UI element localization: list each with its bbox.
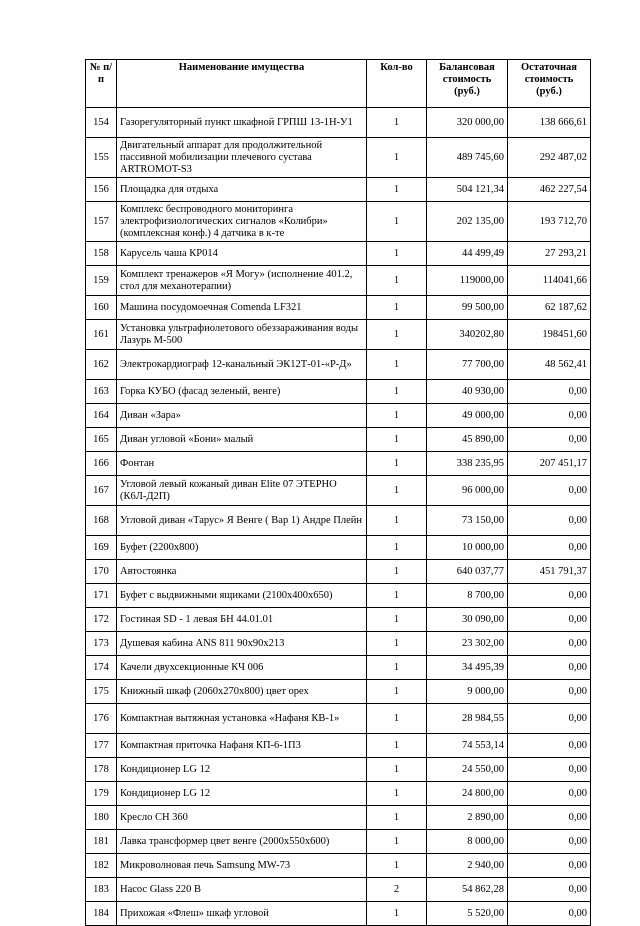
cell-name: Душевая кабина ANS 811 90х90х213 <box>117 632 367 656</box>
cell-num: 165 <box>86 428 117 452</box>
table-row <box>86 854 591 878</box>
cell-name: Комплекс беспроводного мониторинга электрофизиологических сигналов «Колибри» (комплексная конф.) 4 датчика в к-те <box>117 202 367 242</box>
cell-num: 180 <box>86 806 117 830</box>
cell-num: 162 <box>86 350 117 380</box>
cell-num: 155 <box>86 138 117 178</box>
cell-residual: 0,00 <box>508 758 591 782</box>
property-table <box>85 59 591 926</box>
cell-name: Компактная приточка Нафаня КП-6-1П3 <box>117 734 367 758</box>
cell-num: 169 <box>86 536 117 560</box>
cell-num: 184 <box>86 902 117 926</box>
cell-qty: 1 <box>367 202 427 242</box>
cell-num: 182 <box>86 854 117 878</box>
table-row <box>86 404 591 428</box>
cell-residual: 0,00 <box>508 854 591 878</box>
cell-num: 175 <box>86 680 117 704</box>
cell-num: 174 <box>86 656 117 680</box>
cell-name: Буфет с выдвижными ящиками (2100х400х650) <box>117 584 367 608</box>
cell-num: 168 <box>86 506 117 536</box>
header-num: № п/п <box>86 60 117 108</box>
cell-qty: 1 <box>367 242 427 266</box>
cell-name: Газорегуляторный пункт шкафной ГРПШ 13-1Н-У1 <box>117 108 367 138</box>
cell-balance: 74 553,14 <box>427 734 508 758</box>
cell-num: 163 <box>86 380 117 404</box>
cell-name: Фонтан <box>117 452 367 476</box>
cell-residual: 198451,60 <box>508 320 591 350</box>
cell-balance: 10 000,00 <box>427 536 508 560</box>
cell-qty: 1 <box>367 404 427 428</box>
cell-num: 160 <box>86 296 117 320</box>
table-row <box>86 296 591 320</box>
cell-balance: 504 121,34 <box>427 178 508 202</box>
cell-residual: 0,00 <box>508 902 591 926</box>
cell-num: 159 <box>86 266 117 296</box>
cell-qty: 1 <box>367 854 427 878</box>
cell-qty: 1 <box>367 758 427 782</box>
cell-residual: 0,00 <box>508 734 591 758</box>
cell-name: Диван угловой «Бони» малый <box>117 428 367 452</box>
cell-qty: 1 <box>367 476 427 506</box>
cell-name: Горка КУБО (фасад зеленый, венге) <box>117 380 367 404</box>
cell-name: Двигательный аппарат для продолжительной пассивной мобилизации плечевого сустава ARTROMOT-S3 <box>117 138 367 178</box>
cell-qty: 1 <box>367 536 427 560</box>
cell-residual: 451 791,37 <box>508 560 591 584</box>
cell-residual: 0,00 <box>508 704 591 734</box>
cell-num: 167 <box>86 476 117 506</box>
cell-qty: 1 <box>367 734 427 758</box>
cell-name: Карусель чаша КР014 <box>117 242 367 266</box>
table-row <box>86 350 591 380</box>
table-row <box>86 734 591 758</box>
cell-balance: 23 302,00 <box>427 632 508 656</box>
cell-balance: 338 235,95 <box>427 452 508 476</box>
cell-balance: 202 135,00 <box>427 202 508 242</box>
cell-name: Кондиционер LG 12 <box>117 758 367 782</box>
cell-qty: 1 <box>367 632 427 656</box>
table-row <box>86 178 591 202</box>
cell-num: 179 <box>86 782 117 806</box>
table-row <box>86 680 591 704</box>
cell-qty: 1 <box>367 266 427 296</box>
cell-residual: 292 487,02 <box>508 138 591 178</box>
table-row <box>86 452 591 476</box>
table-body <box>86 108 591 926</box>
cell-name: Лавка трансформер цвет венге (2000х550х600) <box>117 830 367 854</box>
cell-qty: 1 <box>367 782 427 806</box>
cell-balance: 8 000,00 <box>427 830 508 854</box>
cell-residual: 0,00 <box>508 584 591 608</box>
cell-name: Электрокардиограф 12-канальный ЭК12Т-01-«Р-Д» <box>117 350 367 380</box>
cell-num: 158 <box>86 242 117 266</box>
table-row <box>86 242 591 266</box>
header-balance: Балансовая стоимость (руб.) <box>427 60 508 108</box>
cell-residual: 48 562,41 <box>508 350 591 380</box>
table-row <box>86 608 591 632</box>
cell-residual: 0,00 <box>508 404 591 428</box>
cell-residual: 0,00 <box>508 536 591 560</box>
cell-name: Кондиционер LG 12 <box>117 782 367 806</box>
cell-name: Угловой левый кожаный диван Elite 07 ЭТЕРНО (К6Л-Д2П) <box>117 476 367 506</box>
header-qty: Кол-во <box>367 60 427 108</box>
cell-qty: 1 <box>367 350 427 380</box>
cell-qty: 1 <box>367 806 427 830</box>
cell-qty: 1 <box>367 506 427 536</box>
table-row <box>86 108 591 138</box>
cell-name: Машина посудомоечная Comenda LF321 <box>117 296 367 320</box>
table-row <box>86 704 591 734</box>
cell-residual: 0,00 <box>508 680 591 704</box>
table-row <box>86 902 591 926</box>
cell-qty: 1 <box>367 704 427 734</box>
cell-residual: 0,00 <box>508 878 591 902</box>
cell-qty: 1 <box>367 902 427 926</box>
table-row <box>86 758 591 782</box>
cell-num: 166 <box>86 452 117 476</box>
cell-name: Микроволновая печь Samsung MW-73 <box>117 854 367 878</box>
cell-balance: 5 520,00 <box>427 902 508 926</box>
cell-balance: 2 940,00 <box>427 854 508 878</box>
cell-balance: 40 930,00 <box>427 380 508 404</box>
cell-balance: 99 500,00 <box>427 296 508 320</box>
cell-name: Книжный шкаф (2060х270х800) цвет орех <box>117 680 367 704</box>
cell-qty: 1 <box>367 296 427 320</box>
cell-num: 172 <box>86 608 117 632</box>
cell-balance: 8 700,00 <box>427 584 508 608</box>
table-row <box>86 202 591 242</box>
cell-residual: 62 187,62 <box>508 296 591 320</box>
cell-qty: 1 <box>367 138 427 178</box>
table-row <box>86 830 591 854</box>
cell-qty: 1 <box>367 680 427 704</box>
table-row <box>86 380 591 404</box>
cell-num: 173 <box>86 632 117 656</box>
cell-name: Прихожая «Флеш» шкаф угловой <box>117 902 367 926</box>
table-row <box>86 656 591 680</box>
cell-num: 176 <box>86 704 117 734</box>
table-row <box>86 476 591 506</box>
cell-balance: 77 700,00 <box>427 350 508 380</box>
cell-balance: 119000,00 <box>427 266 508 296</box>
cell-balance: 28 984,55 <box>427 704 508 734</box>
cell-residual: 0,00 <box>508 476 591 506</box>
cell-name: Угловой диван «Тарус» Я Венге ( Вар 1) Андре Плейн <box>117 506 367 536</box>
cell-balance: 73 150,00 <box>427 506 508 536</box>
table-row <box>86 138 591 178</box>
cell-name: Гостиная SD - 1 левая БН 44.01.01 <box>117 608 367 632</box>
cell-name: Площадка для отдыха <box>117 178 367 202</box>
table-row <box>86 320 591 350</box>
table-header-row <box>86 60 591 108</box>
cell-num: 181 <box>86 830 117 854</box>
cell-num: 156 <box>86 178 117 202</box>
cell-name: Насос Glass 220 B <box>117 878 367 902</box>
cell-qty: 1 <box>367 830 427 854</box>
cell-qty: 2 <box>367 878 427 902</box>
cell-qty: 1 <box>367 608 427 632</box>
cell-balance: 2 890,00 <box>427 806 508 830</box>
cell-qty: 1 <box>367 380 427 404</box>
table-row <box>86 878 591 902</box>
cell-residual: 0,00 <box>508 830 591 854</box>
cell-residual: 0,00 <box>508 632 591 656</box>
cell-num: 157 <box>86 202 117 242</box>
header-residual: Остаточная стоимость (руб.) <box>508 60 591 108</box>
cell-residual: 0,00 <box>508 656 591 680</box>
cell-balance: 54 862,28 <box>427 878 508 902</box>
cell-name: Качели двухсекционные КЧ 006 <box>117 656 367 680</box>
cell-qty: 1 <box>367 108 427 138</box>
cell-balance: 9 000,00 <box>427 680 508 704</box>
cell-num: 170 <box>86 560 117 584</box>
cell-residual: 207 451,17 <box>508 452 591 476</box>
table-row <box>86 584 591 608</box>
cell-num: 177 <box>86 734 117 758</box>
table-row <box>86 806 591 830</box>
table-row <box>86 782 591 806</box>
cell-qty: 1 <box>367 584 427 608</box>
cell-name: Буфет (2200х800) <box>117 536 367 560</box>
cell-name: Автостоянка <box>117 560 367 584</box>
header-name: Наименование имущества <box>117 60 367 108</box>
cell-num: 154 <box>86 108 117 138</box>
cell-residual: 0,00 <box>508 608 591 632</box>
cell-qty: 1 <box>367 320 427 350</box>
table-row <box>86 428 591 452</box>
cell-residual: 0,00 <box>508 782 591 806</box>
cell-name: Диван «Зара» <box>117 404 367 428</box>
cell-qty: 1 <box>367 428 427 452</box>
cell-balance: 96 000,00 <box>427 476 508 506</box>
cell-residual: 0,00 <box>508 380 591 404</box>
cell-num: 161 <box>86 320 117 350</box>
cell-qty: 1 <box>367 178 427 202</box>
cell-residual: 0,00 <box>508 806 591 830</box>
cell-qty: 1 <box>367 656 427 680</box>
cell-qty: 1 <box>367 560 427 584</box>
cell-balance: 340202,80 <box>427 320 508 350</box>
cell-balance: 489 745,60 <box>427 138 508 178</box>
cell-num: 178 <box>86 758 117 782</box>
cell-num: 171 <box>86 584 117 608</box>
cell-name: Компактная вытяжная установка «Нафаня КВ-1» <box>117 704 367 734</box>
cell-residual: 27 293,21 <box>508 242 591 266</box>
cell-residual: 138 666,61 <box>508 108 591 138</box>
cell-residual: 114041,66 <box>508 266 591 296</box>
cell-residual: 462 227,54 <box>508 178 591 202</box>
table-row <box>86 266 591 296</box>
cell-balance: 24 550,00 <box>427 758 508 782</box>
cell-num: 183 <box>86 878 117 902</box>
table-row <box>86 560 591 584</box>
cell-balance: 49 000,00 <box>427 404 508 428</box>
cell-name: Установка ультрафиолетового обеззараживания воды Лазурь М-500 <box>117 320 367 350</box>
cell-balance: 45 890,00 <box>427 428 508 452</box>
cell-residual: 193 712,70 <box>508 202 591 242</box>
cell-num: 164 <box>86 404 117 428</box>
cell-qty: 1 <box>367 452 427 476</box>
cell-balance: 34 495,39 <box>427 656 508 680</box>
cell-balance: 640 037,77 <box>427 560 508 584</box>
cell-residual: 0,00 <box>508 428 591 452</box>
cell-name: Кресло СН 360 <box>117 806 367 830</box>
cell-balance: 320 000,00 <box>427 108 508 138</box>
cell-residual: 0,00 <box>508 506 591 536</box>
table-row <box>86 536 591 560</box>
cell-balance: 30 090,00 <box>427 608 508 632</box>
table-row <box>86 632 591 656</box>
cell-balance: 24 800,00 <box>427 782 508 806</box>
cell-name: Комплект тренажеров «Я Могу» (исполнение 401.2, стол для механотерапии) <box>117 266 367 296</box>
table-row <box>86 506 591 536</box>
cell-balance: 44 499,49 <box>427 242 508 266</box>
